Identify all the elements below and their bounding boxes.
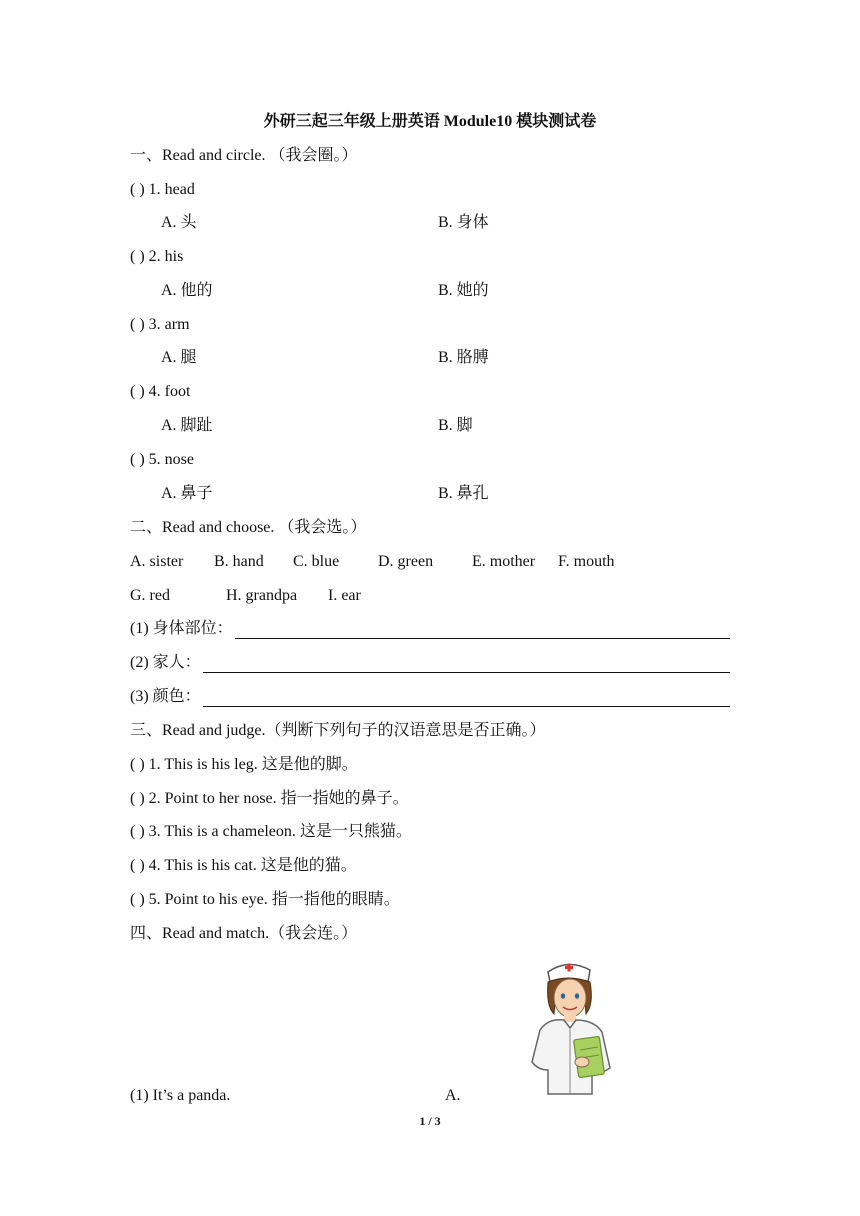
s1-q1-option-a: A. 头 xyxy=(161,214,197,231)
blank-label: (1) 身体部位： xyxy=(130,620,233,637)
choice-h: H. grandpa xyxy=(226,587,298,604)
s1-q3-option-b: B. 胳膊 xyxy=(438,349,489,366)
s1-q4-option-a: A. 脚趾 xyxy=(161,417,213,434)
s3-item-5: ( ) 5. Point to his eye. 指一指他的眼睛。 xyxy=(130,891,400,908)
s1-q4-option-b: B. 脚 xyxy=(438,417,473,434)
nurse-illustration xyxy=(518,958,628,1098)
blank-row-body-parts xyxy=(130,619,730,639)
section4-heading: 四、Read and match.（我会连。） xyxy=(130,925,358,942)
s3-item-2: ( ) 2. Point to her nose. 指一指她的鼻子。 xyxy=(130,790,409,807)
worksheet-title: 外研三起三年级上册英语 Module10 模块测试卷 xyxy=(263,113,597,130)
s1-q3-option-a: A. 腿 xyxy=(161,349,197,366)
blank-label: (3) 颜色： xyxy=(130,688,201,705)
s4-item-1: (1) It’s a panda. xyxy=(130,1087,231,1104)
s4-option-a-label: A. xyxy=(445,1087,461,1104)
page-number: 1 / 3 xyxy=(419,1114,441,1128)
s3-item-3: ( ) 3. This is a chameleon. 这是一只熊猫。 xyxy=(130,823,412,840)
choice-i: I. ear xyxy=(328,587,361,604)
s1-q2-option-b: B. 她的 xyxy=(438,282,489,299)
s3-item-4: ( ) 4. This is his cat. 这是他的猫。 xyxy=(130,857,357,874)
choice-a: A. sister xyxy=(130,553,184,570)
answer-blank[interactable] xyxy=(235,622,730,639)
s1-question-2: ( ) 2. his xyxy=(130,248,184,265)
s1-q5-option-a: A. 鼻子 xyxy=(161,485,213,502)
blank-row-family xyxy=(130,653,730,673)
s1-q1-option-b: B. 身体 xyxy=(438,214,489,231)
answer-blank[interactable] xyxy=(203,656,730,673)
s1-question-5: ( ) 5. nose xyxy=(130,451,194,468)
s1-question-4: ( ) 4. foot xyxy=(130,383,191,400)
choice-d: D. green xyxy=(378,553,434,570)
blank-label: (2) 家人： xyxy=(130,654,201,671)
choice-e: E. mother xyxy=(472,553,536,570)
answer-blank[interactable] xyxy=(203,690,730,707)
section2-heading: 二、Read and choose. （我会选。） xyxy=(130,519,367,536)
choice-c: C. blue xyxy=(293,553,340,570)
section1-heading: 一、Read and circle. （我会圈。） xyxy=(130,147,358,164)
s1-q5-option-b: B. 鼻孔 xyxy=(438,485,489,502)
choice-b: B. hand xyxy=(214,553,264,570)
s3-item-1: ( ) 1. This is his leg. 这是他的脚。 xyxy=(130,756,358,773)
choice-f: F. mouth xyxy=(558,553,615,570)
choice-g: G. red xyxy=(130,587,170,604)
section3-heading: 三、Read and judge.（判断下列句子的汉语意思是否正确。） xyxy=(130,722,546,739)
blank-row-colors xyxy=(130,687,730,707)
s1-question-3: ( ) 3. arm xyxy=(130,316,190,333)
s1-question-1: ( ) 1. head xyxy=(130,181,195,198)
s1-q2-option-a: A. 他的 xyxy=(161,282,213,299)
